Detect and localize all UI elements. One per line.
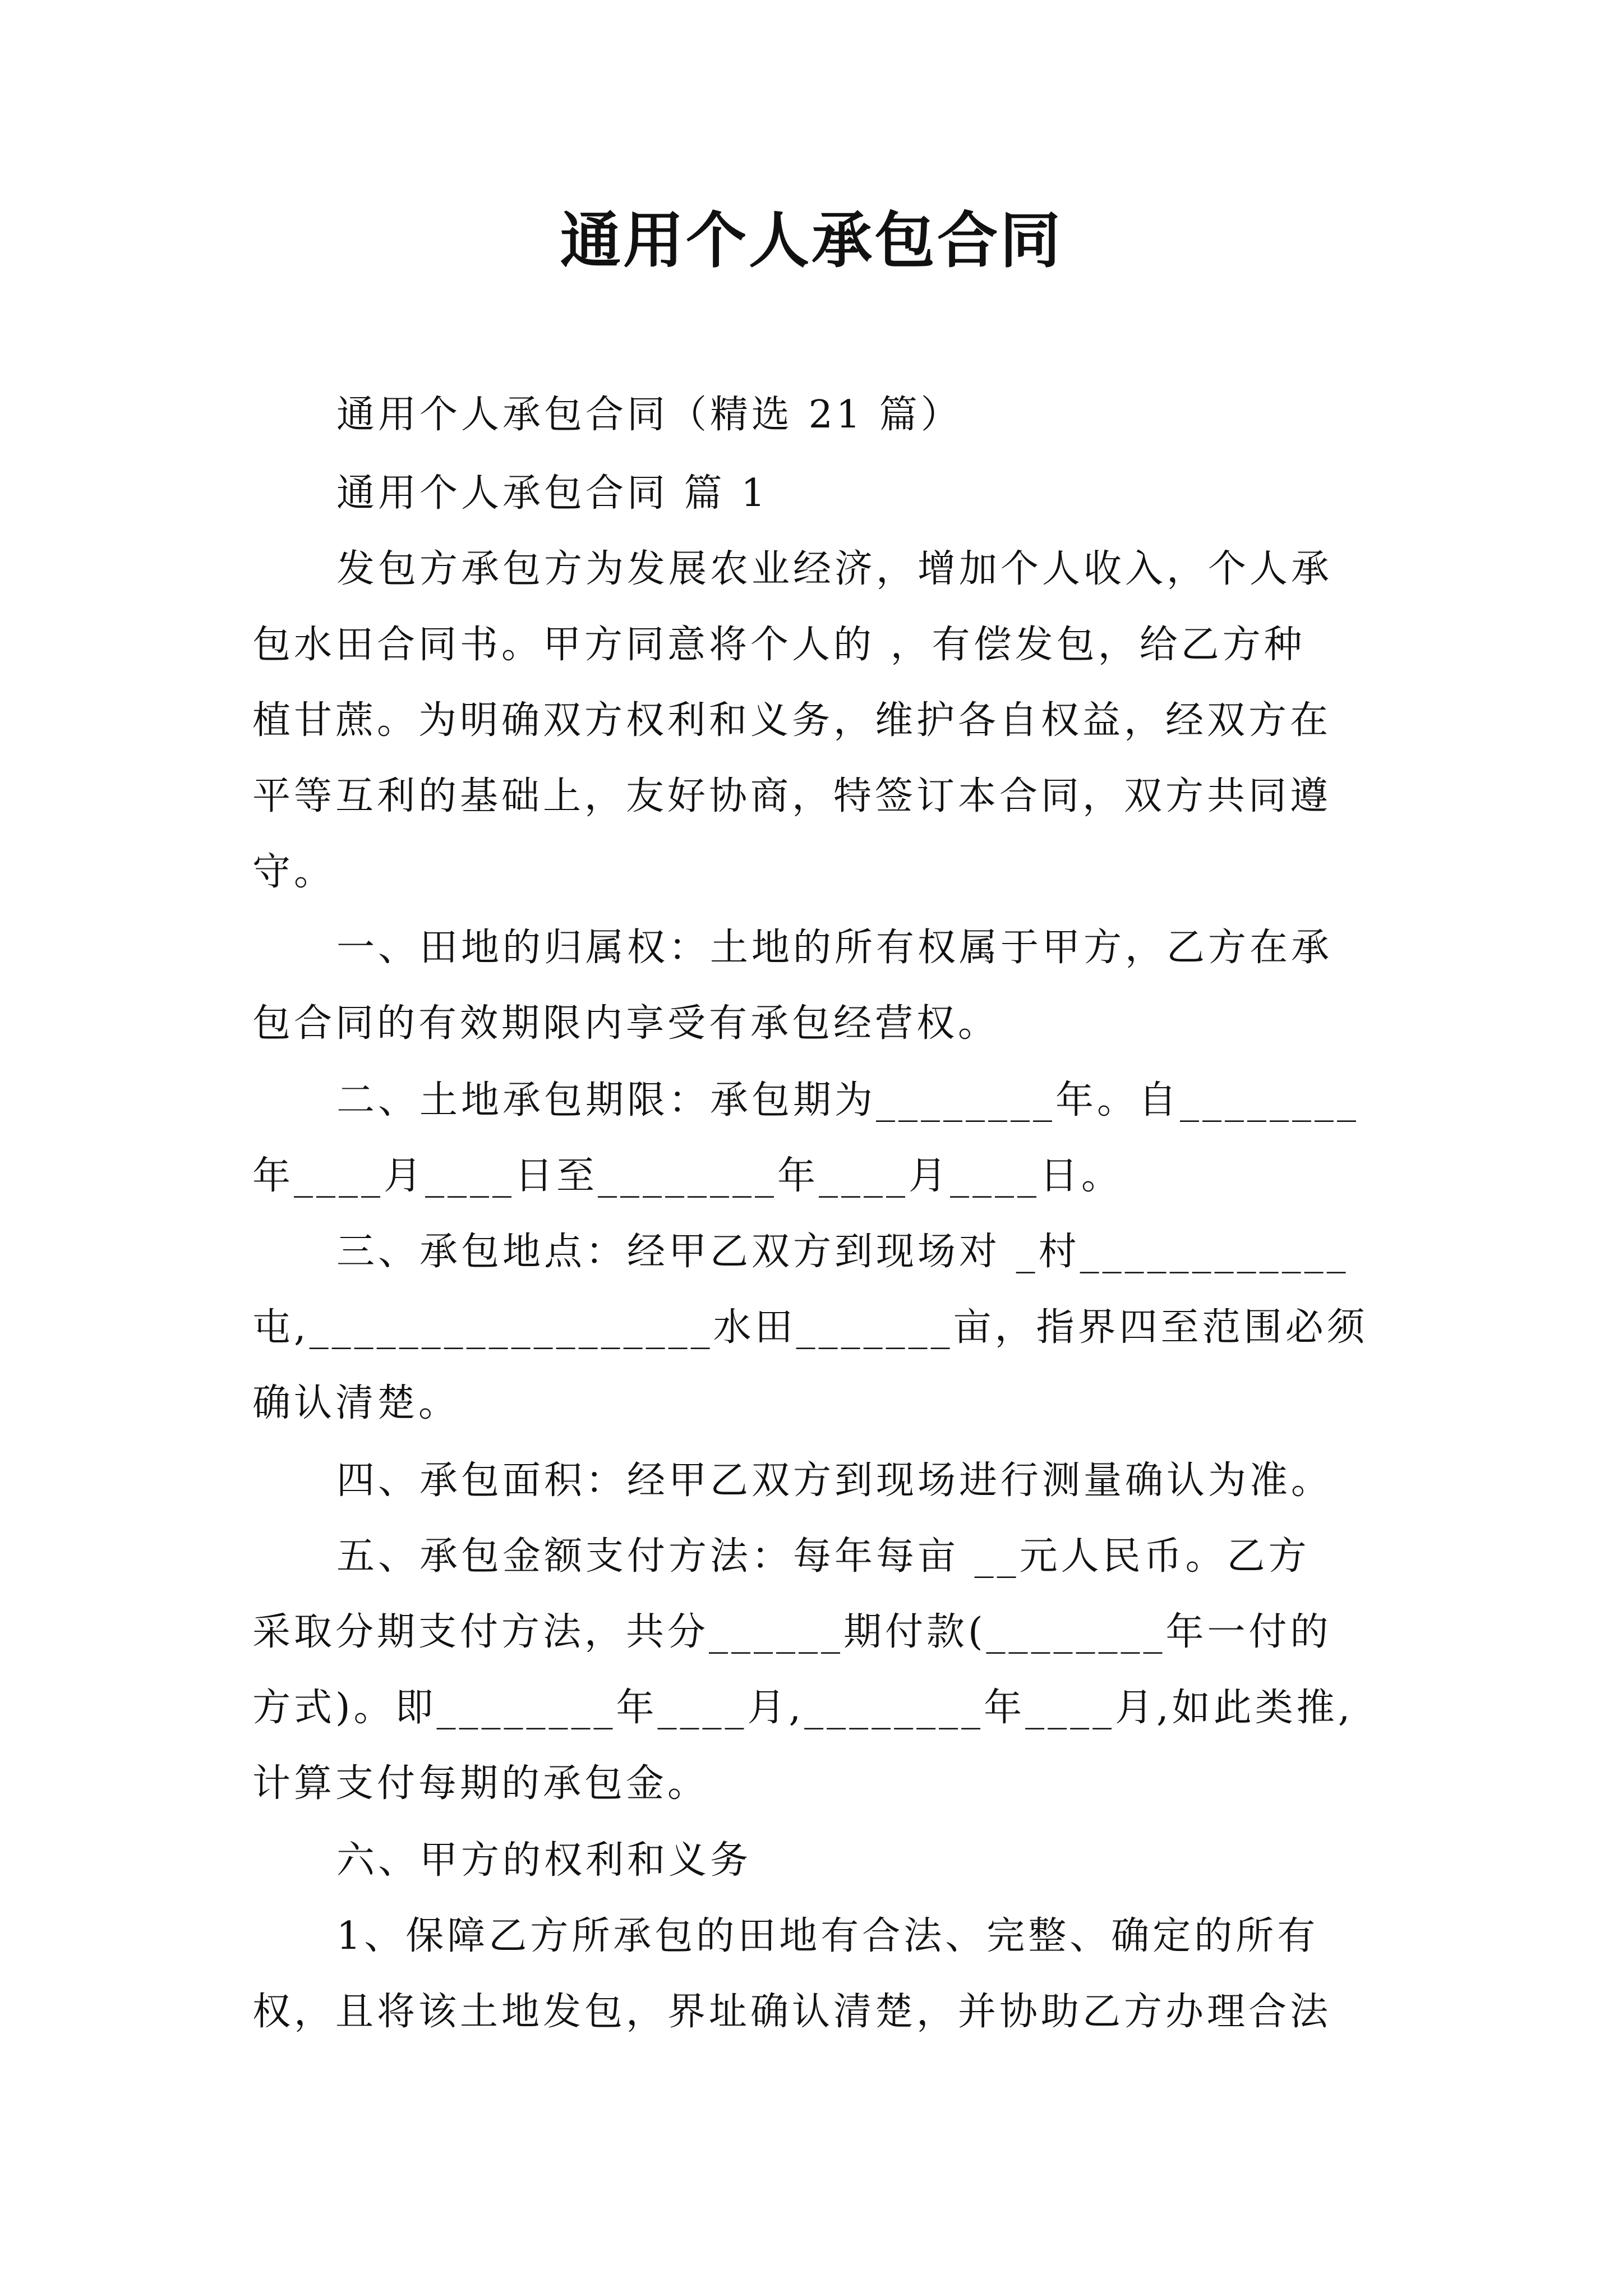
doc-paragraph-line: 1、保障乙方所承包的田地有合法、完整、确定的所有 [336, 1914, 1319, 1958]
doc-paragraph-line: 植甘蔗。为明确双方权利和义务，维护各自权益，经双方在 [252, 698, 1332, 743]
doc-subtitle: 通用个人承包合同（精选 21 篇） [336, 393, 962, 437]
document-title: 通用个人承包合同 [560, 206, 1063, 276]
doc-paragraph-line: 方式)。即________年____月,________年____月,如此类推, [252, 1686, 1354, 1730]
doc-paragraph-line: 平等互利的基础上，友好协商，特签订本合同，双方共同遵 [252, 774, 1332, 818]
doc-paragraph-line: 三、承包地点：经甲乙双方到现场对 _村____________ [336, 1230, 1349, 1274]
doc-paragraph-line: 计算支付每期的承包金。 [252, 1761, 709, 1806]
doc-paragraph-line: 二、土地承包期限：承包期为________年。自________ [336, 1078, 1360, 1122]
doc-paragraph-line: 四、承包面积：经甲乙双方到现场进行测量确认为准。 [336, 1458, 1333, 1503]
doc-paragraph-line: 一、田地的归属权：土地的所有权属于甲方，乙方在承 [336, 926, 1333, 970]
doc-paragraph-line: 采取分期支付方法，共分______期付款(________年一付的 [252, 1610, 1332, 1654]
doc-paragraph-line: 权，且将该土地发包，界址确认清楚，并协助乙方办理合法 [252, 1990, 1332, 2034]
doc-paragraph-line: 屯,__________________水田_______亩，指界四至范围必须 [252, 1305, 1368, 1350]
doc-paragraph-line: 包合同的有效期限内享受有承包经营权。 [252, 1001, 1000, 1046]
doc-section-heading: 六、甲方的权利和义务 [336, 1838, 752, 1883]
doc-paragraph-line: 守。 [252, 850, 336, 894]
doc-paragraph-line: 年____月____日至________年____月____日。 [252, 1154, 1123, 1198]
doc-section-heading: 通用个人承包合同 篇 1 [336, 471, 769, 516]
doc-paragraph-line: 确认清楚。 [252, 1381, 460, 1425]
doc-paragraph-line: 五、承包金额支付方法：每年每亩 __元人民币。乙方 [336, 1534, 1310, 1579]
doc-paragraph-line: 发包方承包方为发展农业经济，增加个人收入，个人承 [336, 547, 1333, 591]
doc-paragraph-line: 包水田合同书。甲方同意将个人的 ，有偿发包，给乙方种 [252, 623, 1306, 667]
